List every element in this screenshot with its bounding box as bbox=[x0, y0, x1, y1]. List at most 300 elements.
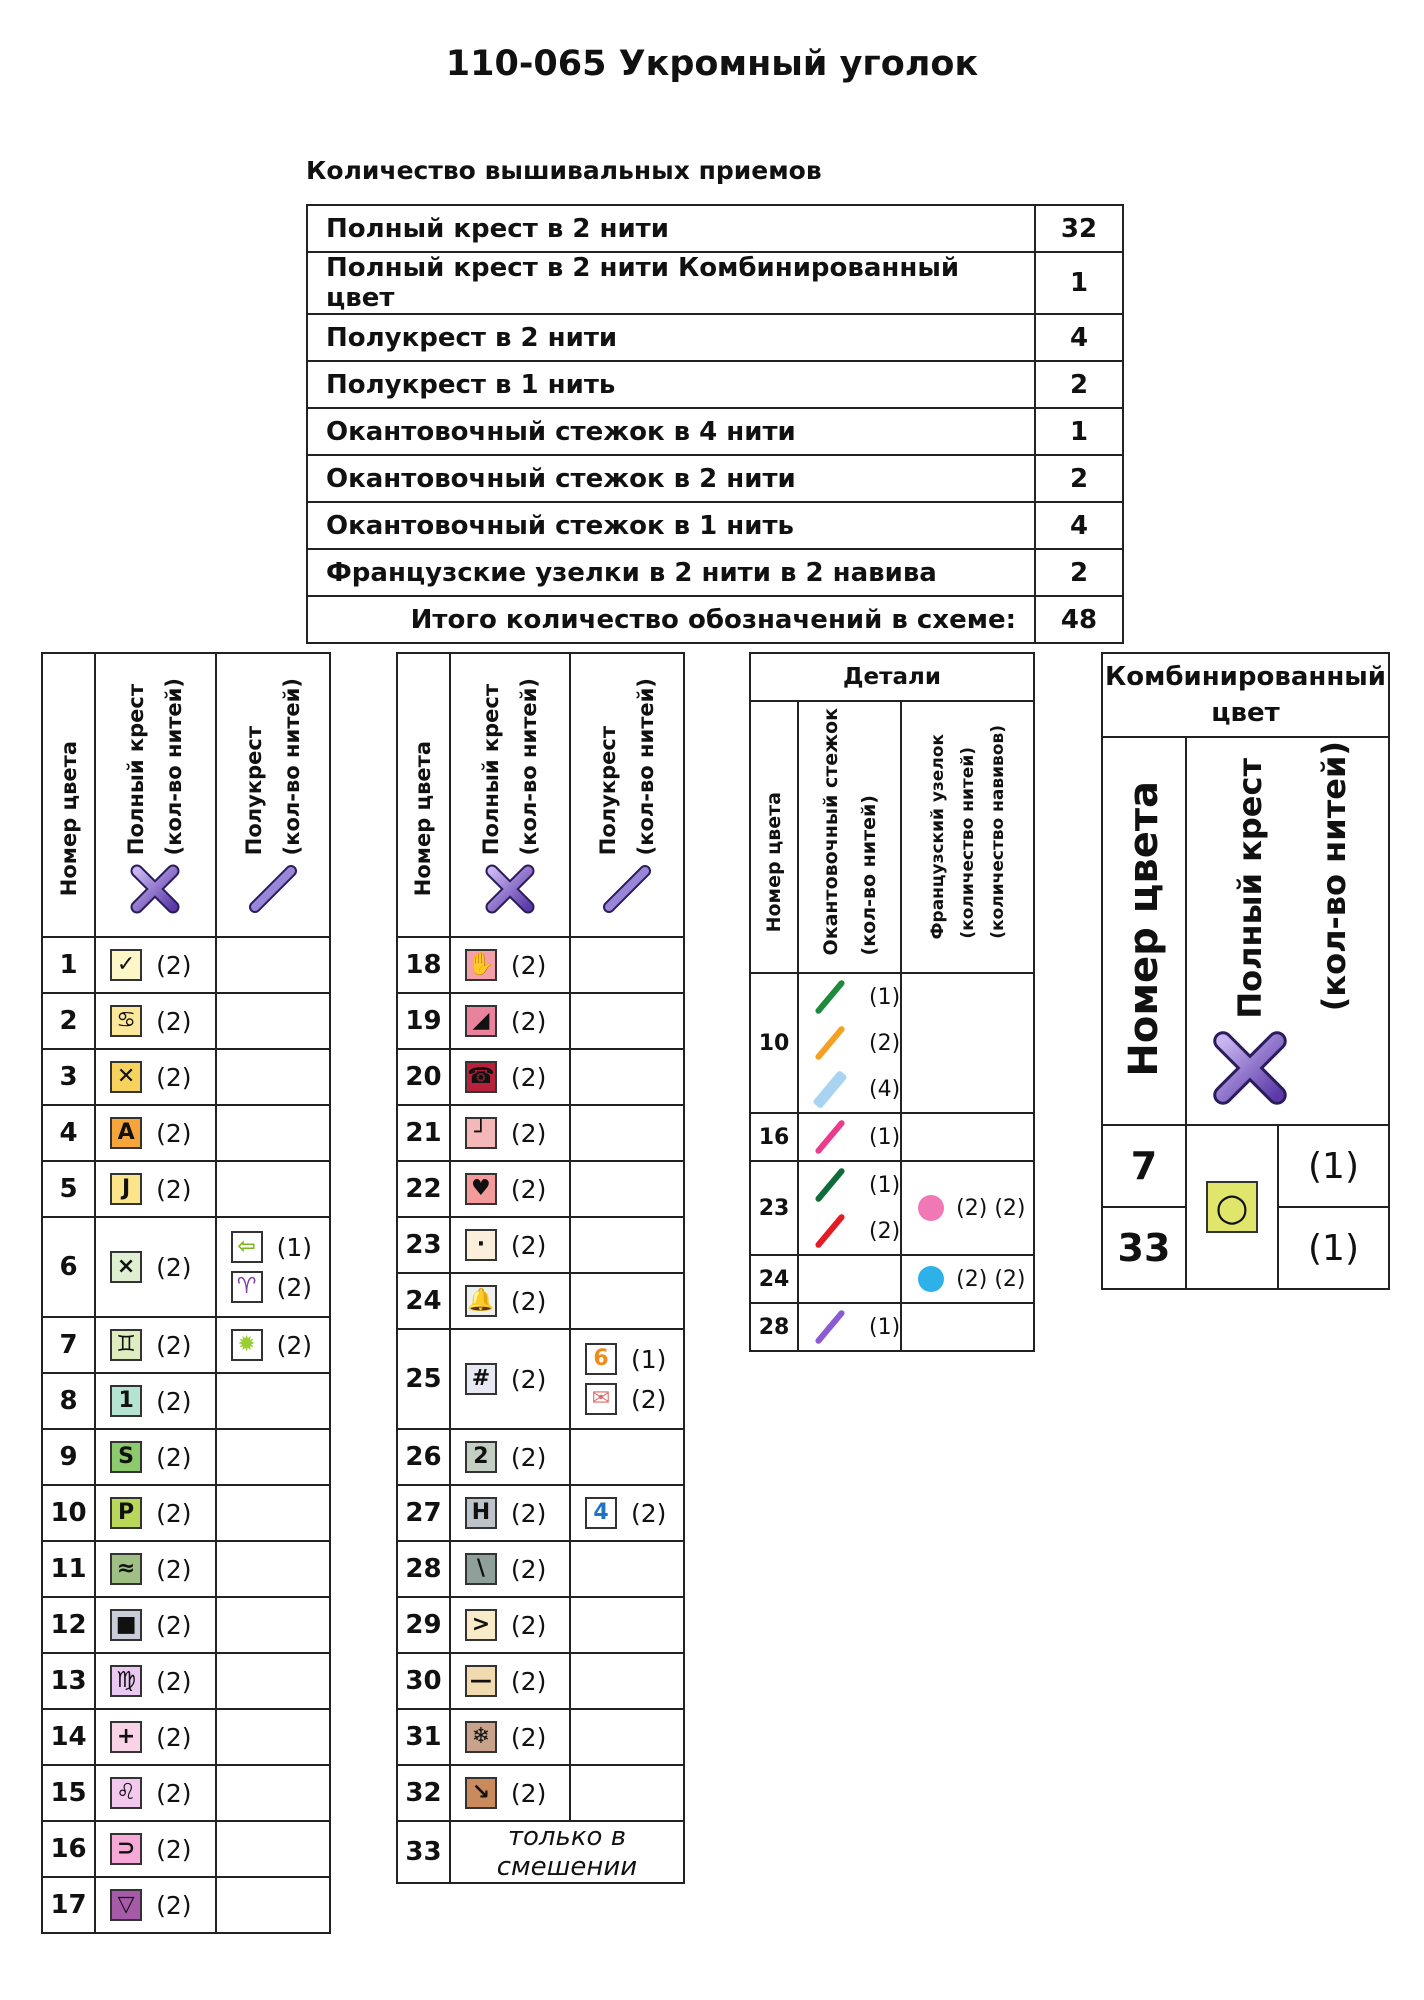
thread-count-label: (кол-во нитей) bbox=[279, 677, 304, 855]
key-row bbox=[42, 1765, 330, 1821]
cross-symbol: + bbox=[110, 1721, 142, 1753]
thread-count-label: (количество нитей) bbox=[957, 747, 978, 939]
combo-symbol: ○ bbox=[1206, 1181, 1258, 1233]
full-cross-cell bbox=[450, 1429, 570, 1485]
half-cross-cell bbox=[570, 937, 684, 993]
french-knot-label: Французский узелок bbox=[927, 733, 948, 939]
half-cross-cell bbox=[216, 1217, 330, 1317]
knot-dot bbox=[918, 1266, 944, 1292]
key-row bbox=[397, 1217, 684, 1273]
backstitch-line bbox=[812, 1069, 847, 1108]
cross-symbol: ≈ bbox=[110, 1553, 142, 1585]
full-cross-cell bbox=[450, 1217, 570, 1273]
thread-count: (2) bbox=[510, 1230, 547, 1260]
french-knot-cell bbox=[901, 1161, 1034, 1255]
thread-count: (2) bbox=[156, 1610, 192, 1640]
full-cross-cell bbox=[95, 1765, 216, 1821]
thread-count: (2) bbox=[156, 1252, 192, 1282]
half-cross-label: Полукрест bbox=[241, 725, 266, 855]
color-number: 7 bbox=[42, 1317, 95, 1373]
thread-count: (2) bbox=[510, 1666, 547, 1696]
summary-value: 2 bbox=[1035, 361, 1123, 408]
half-cross-cell bbox=[570, 1597, 684, 1653]
key-row bbox=[42, 1105, 330, 1161]
key-row bbox=[42, 1485, 330, 1541]
backstitch-cell bbox=[798, 1303, 901, 1351]
cross-symbol: ♥ bbox=[465, 1173, 497, 1205]
color-number: 6 bbox=[42, 1217, 95, 1317]
cross-symbol: S bbox=[110, 1441, 142, 1473]
thread-count: (2) bbox=[869, 1218, 901, 1244]
color-number: 26 bbox=[397, 1429, 450, 1485]
key-row bbox=[42, 1541, 330, 1597]
color-number: 15 bbox=[42, 1765, 95, 1821]
backstitch-line bbox=[814, 1025, 846, 1061]
summary-value: 4 bbox=[1035, 314, 1123, 361]
color-number-header bbox=[1102, 737, 1186, 1125]
color-number: 31 bbox=[397, 1709, 450, 1765]
thread-count: (2) bbox=[156, 1330, 192, 1360]
full-cross-cell bbox=[450, 1653, 570, 1709]
color-key-table-1 bbox=[41, 652, 331, 1934]
thread-count: (2) bbox=[510, 1364, 547, 1394]
summary-row bbox=[307, 455, 1123, 502]
key-row bbox=[42, 1709, 330, 1765]
color-number: 12 bbox=[42, 1597, 95, 1653]
full-cross-label: Полный крест bbox=[478, 683, 503, 855]
mixed-only-note: только в смешении bbox=[450, 1821, 684, 1883]
half-cross-cell bbox=[216, 1485, 330, 1541]
key-row bbox=[42, 1877, 330, 1933]
details-table bbox=[749, 652, 1035, 1352]
color-number: 16 bbox=[750, 1113, 798, 1161]
full-cross-cell bbox=[95, 993, 216, 1049]
half-cross-cell bbox=[570, 1765, 684, 1821]
thread-count: (2) bbox=[631, 1498, 667, 1528]
full-cross-icon bbox=[1211, 1029, 1289, 1111]
key-row bbox=[397, 1105, 684, 1161]
key-row bbox=[397, 1765, 684, 1821]
key-row bbox=[42, 1217, 330, 1317]
cross-symbol: ▽ bbox=[110, 1889, 142, 1921]
half-cross-symbol: ♈ bbox=[231, 1271, 263, 1303]
thread-count: (2) bbox=[276, 1330, 313, 1360]
cross-symbol: A bbox=[110, 1117, 142, 1149]
full-cross-cell bbox=[95, 1597, 216, 1653]
details-header-row bbox=[750, 701, 1034, 973]
half-cross-cell bbox=[570, 1161, 684, 1217]
backstitch-cell bbox=[798, 1113, 901, 1161]
color-number-header bbox=[42, 653, 95, 937]
full-cross-header bbox=[95, 653, 216, 937]
color-number: 23 bbox=[397, 1217, 450, 1273]
cross-symbol: × bbox=[110, 1251, 142, 1283]
key-row bbox=[397, 937, 684, 993]
summary-row bbox=[307, 252, 1123, 314]
backstitch-header bbox=[798, 701, 901, 973]
summary-value: 2 bbox=[1035, 455, 1123, 502]
color-number: 14 bbox=[42, 1709, 95, 1765]
cross-symbol: ♍ bbox=[110, 1665, 142, 1697]
thread-count: (2) bbox=[510, 1498, 547, 1528]
thread-count: (2) bbox=[631, 1384, 667, 1414]
half-cross-cell bbox=[570, 1329, 684, 1429]
color-number: 4 bbox=[42, 1105, 95, 1161]
cross-symbol: # bbox=[465, 1363, 497, 1395]
key-row bbox=[42, 1653, 330, 1709]
full-cross-cell bbox=[95, 1821, 216, 1877]
thread-count: (2) bbox=[156, 1890, 192, 1920]
thread-count: (1) bbox=[869, 1314, 901, 1340]
cross-symbol: \ bbox=[465, 1553, 497, 1585]
color-number: 18 bbox=[397, 937, 450, 993]
thread-count: (2) bbox=[156, 1722, 192, 1752]
full-cross-cell bbox=[95, 937, 216, 993]
thread-count: (2) bbox=[156, 1442, 192, 1472]
thread-count: (1) bbox=[869, 984, 901, 1010]
summary-label: Полный крест в 2 нити bbox=[307, 205, 1035, 252]
thread-count: (2) bbox=[510, 1174, 547, 1204]
summary-table bbox=[306, 204, 1124, 644]
full-cross-label: Полный крест bbox=[124, 683, 149, 855]
half-cross-cell bbox=[216, 1821, 330, 1877]
combo-header-row bbox=[1102, 737, 1389, 1125]
color-number: 21 bbox=[397, 1105, 450, 1161]
full-cross-cell bbox=[95, 1541, 216, 1597]
key-row bbox=[42, 1597, 330, 1653]
backstitch-cell bbox=[798, 1255, 901, 1303]
half-cross-symbol: ⇦ bbox=[231, 1231, 263, 1263]
thread-count: (2) bbox=[510, 1554, 547, 1584]
summary-label: Полный крест в 2 нити Комбинированный цвет bbox=[307, 252, 1035, 314]
details-title: Детали bbox=[750, 653, 1034, 701]
color-number: 1 bbox=[42, 937, 95, 993]
details-title-row bbox=[750, 653, 1034, 701]
thread-count: (2) bbox=[156, 1386, 192, 1416]
color-number: 10 bbox=[750, 973, 798, 1113]
full-cross-cell bbox=[450, 1485, 570, 1541]
color-number: 32 bbox=[397, 1765, 450, 1821]
thread-count: (2) bbox=[510, 1118, 547, 1148]
summary-row bbox=[307, 205, 1123, 252]
thread-count: (2) bbox=[510, 1442, 547, 1472]
wraps-count-label: (количество навивов) bbox=[987, 725, 1008, 939]
key-row bbox=[42, 1049, 330, 1105]
color-number: 7 bbox=[1102, 1125, 1186, 1207]
color-number: 24 bbox=[750, 1255, 798, 1303]
full-cross-icon bbox=[129, 863, 181, 922]
key-row bbox=[397, 993, 684, 1049]
cross-symbol: H bbox=[465, 1497, 497, 1529]
full-cross-cell bbox=[95, 1105, 216, 1161]
half-cross-cell bbox=[216, 993, 330, 1049]
french-knot-cell bbox=[901, 1255, 1034, 1303]
full-cross-cell bbox=[95, 1485, 216, 1541]
cross-symbol: ┘ bbox=[465, 1117, 497, 1149]
thread-count: (2) bbox=[156, 1118, 192, 1148]
half-cross-symbol: ✹ bbox=[231, 1329, 263, 1361]
key-row bbox=[42, 993, 330, 1049]
full-cross-cell bbox=[95, 1161, 216, 1217]
thread-count: (2) bbox=[276, 1272, 313, 1302]
color-number: 28 bbox=[397, 1541, 450, 1597]
full-cross-cell bbox=[95, 1429, 216, 1485]
summary-row bbox=[307, 361, 1123, 408]
full-cross-cell bbox=[95, 1317, 216, 1373]
thread-count: (2) bbox=[156, 950, 192, 980]
thread-count: (1) bbox=[1278, 1207, 1389, 1289]
combined-color-table bbox=[1101, 652, 1390, 1290]
half-cross-cell bbox=[216, 1429, 330, 1485]
color-number: 30 bbox=[397, 1653, 450, 1709]
summary-value: 1 bbox=[1035, 408, 1123, 455]
half-cross-icon bbox=[247, 863, 299, 922]
french-knot-cell bbox=[901, 1303, 1034, 1351]
summary-total-label: Итого количество обозначений в схеме: bbox=[307, 596, 1035, 643]
thread-count: (2) bbox=[510, 1286, 547, 1316]
cross-symbol: ♌ bbox=[110, 1777, 142, 1809]
color-number: 19 bbox=[397, 993, 450, 1049]
cross-symbol: ♋ bbox=[110, 1005, 142, 1037]
combo-symbol-cell bbox=[1186, 1125, 1278, 1289]
summary-label: Полукрест в 1 нить bbox=[307, 361, 1035, 408]
half-cross-cell bbox=[570, 1217, 684, 1273]
thread-count: (2) bbox=[156, 1554, 192, 1584]
color-number: 9 bbox=[42, 1429, 95, 1485]
summary-value: 4 bbox=[1035, 502, 1123, 549]
key-row bbox=[42, 1429, 330, 1485]
color-number-label: Номер цвета bbox=[763, 791, 785, 932]
summary-row bbox=[307, 314, 1123, 361]
thread-count: (1) bbox=[1278, 1125, 1389, 1207]
half-cross-cell bbox=[216, 1653, 330, 1709]
details-row bbox=[750, 1113, 1034, 1161]
backstitch-line bbox=[814, 1309, 846, 1345]
thread-count-label: (кол-во нитей) bbox=[857, 795, 880, 956]
full-cross-cell bbox=[450, 1597, 570, 1653]
backstitch-line bbox=[814, 1213, 846, 1249]
french-knot-cell bbox=[901, 973, 1034, 1113]
color-number: 29 bbox=[397, 1597, 450, 1653]
key-row bbox=[397, 1709, 684, 1765]
half-cross-header bbox=[216, 653, 330, 937]
details-row bbox=[750, 1161, 1034, 1255]
thread-count: (2) bbox=[510, 1062, 547, 1092]
cross-symbol: P bbox=[110, 1497, 142, 1529]
color-number-label: Номер цвета bbox=[1121, 781, 1167, 1077]
full-cross-cell bbox=[450, 993, 570, 1049]
summary-value: 1 bbox=[1035, 252, 1123, 314]
color-number: 11 bbox=[42, 1541, 95, 1597]
summary-row bbox=[307, 502, 1123, 549]
page-title: 110-065 Укромный уголок bbox=[445, 44, 979, 84]
half-cross-cell bbox=[216, 1541, 330, 1597]
full-cross-header bbox=[450, 653, 570, 937]
half-cross-cell bbox=[570, 1485, 684, 1541]
summary-label: Окантовочный стежок в 2 нити bbox=[307, 455, 1035, 502]
full-cross-cell bbox=[450, 1765, 570, 1821]
summary-row bbox=[307, 408, 1123, 455]
full-cross-icon bbox=[484, 863, 536, 922]
key-header-row bbox=[397, 653, 684, 937]
half-cross-cell bbox=[570, 1541, 684, 1597]
half-cross-cell bbox=[216, 1709, 330, 1765]
thread-count: (4) bbox=[869, 1076, 901, 1102]
half-cross-cell bbox=[216, 1765, 330, 1821]
color-number-label: Номер цвета bbox=[56, 740, 81, 896]
full-cross-header bbox=[1186, 737, 1389, 1125]
key-row bbox=[397, 1329, 684, 1429]
cross-symbol: ⊃ bbox=[110, 1833, 142, 1865]
thread-count: (2) bbox=[156, 1062, 192, 1092]
cross-symbol: ♊ bbox=[110, 1329, 142, 1361]
key-row bbox=[397, 1485, 684, 1541]
thread-count-label: (кол-во нитей) bbox=[1315, 740, 1353, 1011]
key-row bbox=[397, 1049, 684, 1105]
thread-count: (2) bbox=[156, 1666, 192, 1696]
color-number: 28 bbox=[750, 1303, 798, 1351]
thread-count: (2) bbox=[510, 950, 547, 980]
color-number: 3 bbox=[42, 1049, 95, 1105]
summary-total-row bbox=[307, 596, 1123, 643]
half-cross-cell bbox=[570, 1429, 684, 1485]
color-number: 16 bbox=[42, 1821, 95, 1877]
summary-total-value: 48 bbox=[1035, 596, 1123, 643]
backstitch-cell bbox=[798, 973, 901, 1113]
combo-row bbox=[1102, 1125, 1389, 1207]
full-cross-cell bbox=[95, 1217, 216, 1317]
summary-label: Окантовочный стежок в 4 нити bbox=[307, 408, 1035, 455]
thread-count: (2) bbox=[510, 1722, 547, 1752]
thread-count: (2) bbox=[510, 1006, 547, 1036]
color-number: 2 bbox=[42, 993, 95, 1049]
color-number-header bbox=[750, 701, 798, 973]
french-knot-cell bbox=[901, 1113, 1034, 1161]
cross-symbol: ☎ bbox=[465, 1061, 497, 1093]
cross-symbol: J bbox=[110, 1173, 142, 1205]
color-number: 5 bbox=[42, 1161, 95, 1217]
cross-symbol: ✋ bbox=[465, 949, 497, 981]
cross-symbol: 🔔 bbox=[465, 1285, 497, 1317]
thread-count: (1) bbox=[869, 1172, 901, 1198]
backstitch-line bbox=[814, 979, 846, 1015]
cross-symbol: ❄ bbox=[465, 1721, 497, 1753]
half-cross-cell bbox=[216, 1373, 330, 1429]
combo-title-row bbox=[1102, 653, 1389, 737]
key-row bbox=[397, 1821, 684, 1883]
color-number: 17 bbox=[42, 1877, 95, 1933]
thread-count: (1) bbox=[631, 1344, 667, 1374]
cross-symbol: ◢ bbox=[465, 1005, 497, 1037]
full-cross-cell bbox=[450, 1329, 570, 1429]
thread-count: (1) bbox=[276, 1232, 313, 1262]
cross-symbol: 1 bbox=[110, 1385, 142, 1417]
full-cross-cell bbox=[95, 1049, 216, 1105]
summary-label: Окантовочный стежок в 1 нить bbox=[307, 502, 1035, 549]
cross-symbol: ✕ bbox=[110, 1061, 142, 1093]
half-cross-cell bbox=[216, 1317, 330, 1373]
half-cross-symbol: ✉ bbox=[585, 1383, 617, 1415]
half-cross-cell bbox=[216, 1105, 330, 1161]
thread-count: (2) bbox=[510, 1610, 547, 1640]
half-cross-cell bbox=[570, 1709, 684, 1765]
key-row bbox=[42, 1373, 330, 1429]
half-cross-symbol: 4 bbox=[585, 1497, 617, 1529]
cross-symbol: · bbox=[465, 1229, 497, 1261]
full-cross-cell bbox=[450, 1709, 570, 1765]
key-row bbox=[42, 1161, 330, 1217]
key-row bbox=[42, 1317, 330, 1373]
key-header-row bbox=[42, 653, 330, 937]
knot-count: (2) (2) bbox=[956, 1266, 1026, 1292]
half-cross-cell bbox=[216, 1877, 330, 1933]
key-row bbox=[397, 1429, 684, 1485]
details-row bbox=[750, 1303, 1034, 1351]
cross-symbol: > bbox=[465, 1609, 497, 1641]
knot-dot bbox=[918, 1195, 944, 1221]
half-cross-label: Полукрест bbox=[596, 725, 620, 855]
half-cross-header bbox=[570, 653, 684, 937]
key-row bbox=[397, 1273, 684, 1329]
combo-title: Комбинированный цвет bbox=[1102, 653, 1389, 737]
cross-symbol: ✓ bbox=[110, 949, 142, 981]
summary-label: Полукрест в 2 нити bbox=[307, 314, 1035, 361]
summary-heading: Количество вышивальных приемов bbox=[306, 156, 822, 185]
color-number: 27 bbox=[397, 1485, 450, 1541]
color-number: 25 bbox=[397, 1329, 450, 1429]
half-cross-cell bbox=[570, 1273, 684, 1329]
half-cross-symbol: 6 bbox=[585, 1343, 617, 1375]
full-cross-cell bbox=[450, 937, 570, 993]
color-number: 23 bbox=[750, 1161, 798, 1255]
key-row bbox=[397, 1653, 684, 1709]
color-number: 24 bbox=[397, 1273, 450, 1329]
color-number: 33 bbox=[1102, 1207, 1186, 1289]
full-cross-cell bbox=[450, 1105, 570, 1161]
cross-symbol: 2 bbox=[465, 1441, 497, 1473]
thread-count: (2) bbox=[156, 1834, 192, 1864]
full-cross-cell bbox=[95, 1877, 216, 1933]
color-number: 10 bbox=[42, 1485, 95, 1541]
half-cross-cell bbox=[570, 1049, 684, 1105]
summary-value: 2 bbox=[1035, 549, 1123, 596]
color-number: 8 bbox=[42, 1373, 95, 1429]
thread-count-label: (кол-во нитей) bbox=[634, 677, 658, 855]
full-cross-cell bbox=[95, 1709, 216, 1765]
full-cross-cell bbox=[95, 1653, 216, 1709]
half-cross-cell bbox=[570, 993, 684, 1049]
full-cross-cell bbox=[450, 1161, 570, 1217]
color-number: 13 bbox=[42, 1653, 95, 1709]
key-row bbox=[397, 1161, 684, 1217]
knot-count: (2) (2) bbox=[956, 1195, 1026, 1221]
key-row bbox=[397, 1597, 684, 1653]
half-cross-cell bbox=[216, 1161, 330, 1217]
half-cross-cell bbox=[216, 1597, 330, 1653]
thread-count: (2) bbox=[869, 1030, 901, 1056]
thread-count: (2) bbox=[156, 1174, 192, 1204]
half-cross-cell bbox=[570, 1105, 684, 1161]
full-cross-label: Полный крест bbox=[1231, 758, 1269, 1019]
thread-count: (2) bbox=[510, 1778, 547, 1808]
cross-symbol: ↘ bbox=[465, 1777, 497, 1809]
half-cross-icon bbox=[601, 863, 653, 922]
thread-count-label: (кол-во нитей) bbox=[516, 677, 541, 855]
half-cross-cell bbox=[216, 1049, 330, 1105]
french-knot-header bbox=[901, 701, 1034, 973]
cross-symbol: ■ bbox=[110, 1609, 142, 1641]
cross-symbol: — bbox=[465, 1665, 497, 1697]
